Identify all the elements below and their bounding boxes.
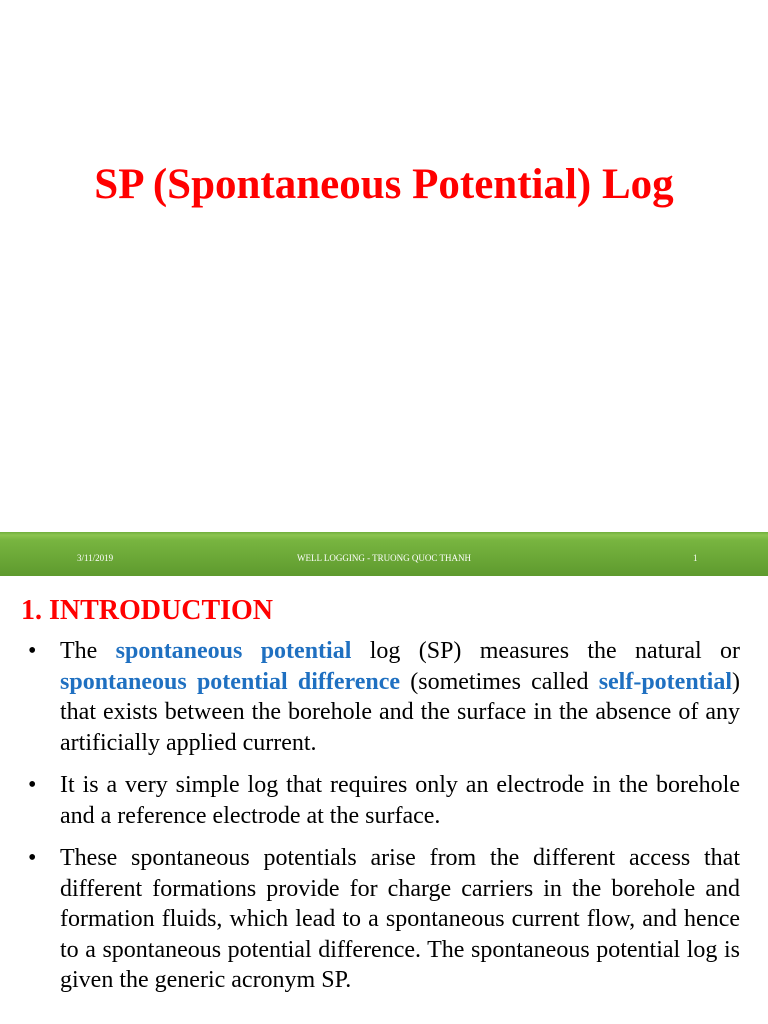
highlight-term: spontaneous potential difference: [60, 668, 401, 695]
slide-footer-bar: [0, 532, 768, 576]
footer-date: 3/11/2019: [77, 553, 114, 563]
bullet-text: (sometimes called: [400, 668, 599, 695]
bullet-text: The: [60, 638, 116, 664]
bullet-list: [28, 636, 740, 1008]
highlight-term: self-potential: [598, 668, 732, 695]
bullet-item: [28, 770, 740, 831]
bullet-dot-icon: •: [28, 772, 37, 798]
bullet-text: It is a very simple log that requires only an electrode in the borehole and a reference electrode at the surface.: [60, 772, 740, 829]
bullet-item: [28, 636, 740, 758]
bullet-dot-icon: •: [28, 638, 37, 664]
bullet-item: [28, 843, 740, 996]
footer-course-title: WELL LOGGING - TRUONG QUOC THANH: [296, 553, 472, 563]
highlight-term: spontaneous potential: [115, 638, 352, 664]
bullet-text: ) that exists between the borehole and the surface in the absence of any artificially applied current.: [60, 668, 740, 756]
bullet-text: log (SP) measures the natural or: [351, 638, 741, 664]
bullet-text: These spontaneous potentials arise from the different access that different formations provide for charge carriers in the borehole and formation fluids, which lead to a spontaneous current flow, and hence to a spontaneous potential difference. The spontaneous potential log is given the generic acronym SP.: [60, 845, 740, 993]
section-title: 1. INTRODUCTION: [21, 595, 274, 626]
slide-title: SP (Spontaneous Potential) Log: [94, 161, 674, 208]
footer-page-number: 1: [693, 553, 698, 563]
content-slide: [0, 576, 768, 1024]
bullet-dot-icon: •: [28, 845, 37, 871]
